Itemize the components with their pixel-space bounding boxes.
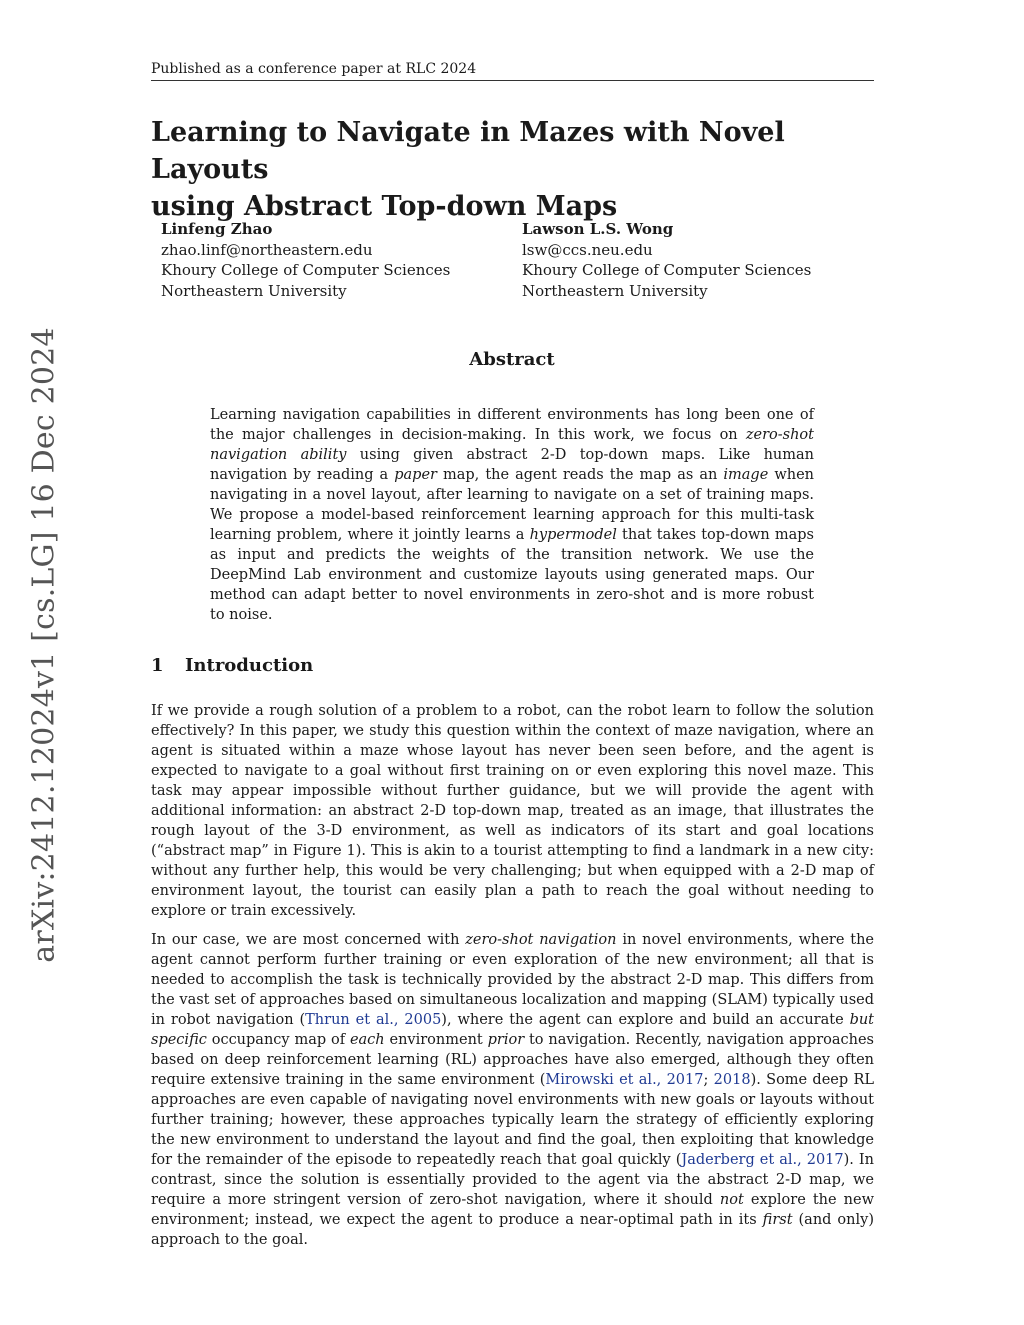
section-number: 1 <box>151 655 164 676</box>
abstract-heading: Abstract <box>469 349 555 370</box>
citation-link[interactable]: 2018 <box>713 1072 751 1088</box>
author-university: Northeastern University <box>161 281 347 300</box>
author-department: Khoury College of Computer Sciences <box>522 261 812 279</box>
paper-title <box>151 114 891 225</box>
author-block <box>522 219 811 301</box>
section-title: Introduction <box>185 655 314 676</box>
arxiv-stamp: arXiv:2412.12024v1 [cs.LG] 16 Dec 2024 <box>26 327 62 963</box>
body-text <box>151 701 874 1250</box>
paragraph: If we provide a rough solution of a problem to a robot, can the robot learn to follow the solution effectively? In this paper, we study this question within the context of maze navigation, where an agent is situated within a maze whose layout has never been seen before, and the agent is expected to navigate to a goal without first training on or even exploring this novel maze. This task may appear impossible without further guidance, but we will provide the agent with additional information: an abstract 2-D top-down map, treated as an image, that illustrates the rough layout of the 3-D environment, as well as indicators of its start and goal locations (“abstract map” in Figure 1). This is akin to a tourist attempting to find a landmark in a new city: without any further help, this would be very challenging; but when equipped with a 2-D map of environment layout, the tourist can easily plan a path to reach the goal without needing to explore or train excessively. <box>151 703 874 919</box>
author-email: lsw@ccs.neu.edu <box>522 240 653 259</box>
citation-link[interactable]: Jaderberg et al., 2017 <box>681 1152 844 1168</box>
running-header: Published as a conference paper at RLC 2024 <box>151 59 874 81</box>
title-line-1: Learning to Navigate in Mazes with Novel Layouts <box>151 117 785 185</box>
section-heading <box>151 655 313 676</box>
citation-link[interactable]: Thrun et al., 2005 <box>305 1012 442 1028</box>
title-line-2: using Abstract Top-down Maps <box>151 191 618 222</box>
author-block <box>161 219 450 301</box>
abstract-text: Learning navigation capabilities in different environments has long been one of the major challenges in decision-making. In this work, we focus on zero-shot navigation ability using given abstract 2-D top-down maps. Like human navigation by reading a paper map, the agent reads the map as an image when navigating in a novel layout, after learning to navigate on a set of training maps. We propose a model-based reinforcement learning approach for this multi-task learning problem, where it jointly learns a hypermodel that takes top-down maps as input and predicts the weights of the transition network. We use the DeepMind Lab environment and customize layouts using generated maps. Our method can adapt better to novel environments in zero-shot and is more robust to noise. <box>210 407 815 623</box>
author-department: Khoury College of Computer Sciences <box>161 261 451 279</box>
author-email: zhao.linf@northeastern.edu <box>161 240 373 259</box>
author-name: Linfeng Zhao <box>161 220 273 238</box>
paragraph: In our case, we are most concerned with zero-shot navigation in novel environments, where the agent cannot perform further training or even exploration of the new environment; all that is needed to accomplish the task is technically provided by the abstract 2-D map. This differs from the vast set of approaches based on simultaneous localization and mapping (SLAM) typically used in robot navigation (Thrun et al., 2005), where the agent can explore and build an accurate but specific occupancy map of each environment prior to navigation. Recently, navigation approaches based on deep reinforcement learning (RL) approaches have also emerged, although they often require extensive training in the same environment (Mirowski et al., 2017; 2018). Some deep RL approaches are even capable of navigating novel environments with new goals or layouts without further training; however, these approaches typically learn the strategy of efficiently exploring the new environment to understand the layout and find the goal, then exploiting that knowledge for the remainder of the episode to repeatedly reach that goal quickly (Jaderberg et al., 2017). In contrast, since the solution is essentially provided to the agent via the abstract 2-D map, we require a more stringent version of zero-shot navigation, where it should not explore the new environment; instead, we expect the agent to produce a near-optimal path in its first (and only) approach to the goal. <box>151 932 875 1248</box>
author-name: Lawson L.S. Wong <box>522 220 674 238</box>
author-university: Northeastern University <box>522 281 708 300</box>
citation-link[interactable]: Mirowski et al., 2017 <box>545 1072 704 1088</box>
